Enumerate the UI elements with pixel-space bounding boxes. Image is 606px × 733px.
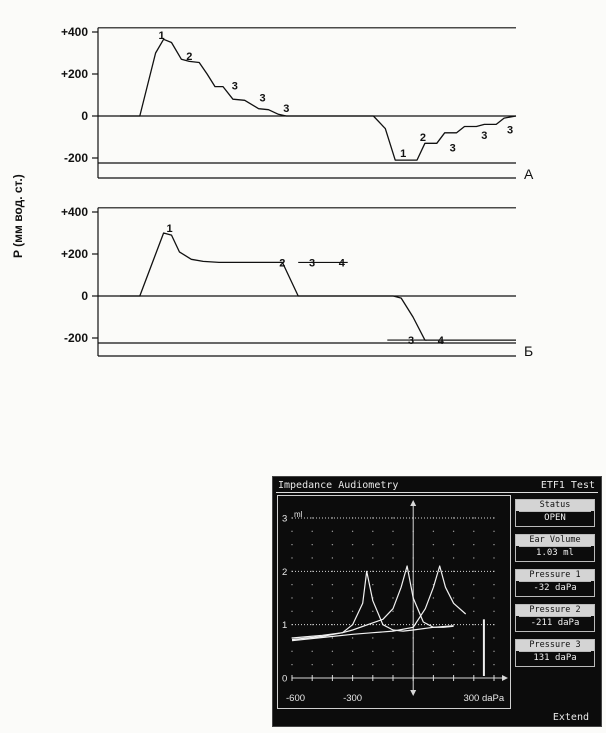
grid-dot xyxy=(332,637,333,638)
grid-dot xyxy=(291,651,292,652)
chart-a-point-label: 3 xyxy=(283,103,290,116)
tymp-y-tick-label: 0 xyxy=(282,673,288,685)
grid-dot xyxy=(312,544,313,545)
grid-dot xyxy=(312,557,313,558)
chart-b-tick-label: 0 xyxy=(81,289,88,303)
grid-dot xyxy=(473,517,474,518)
grid-dot xyxy=(352,651,353,652)
grid-dot xyxy=(291,544,292,545)
chart-a-letter: А xyxy=(524,166,534,182)
tymp-y-tick-label: 1 xyxy=(282,620,288,632)
grid-dot xyxy=(291,611,292,612)
chart-a-tick-label: 0 xyxy=(81,109,88,123)
grid-dot xyxy=(372,664,373,665)
grid-dot xyxy=(453,597,454,598)
status-box xyxy=(515,499,595,527)
grid-dot xyxy=(312,517,313,518)
ear-volume-box xyxy=(515,534,595,562)
pressure-1-value: -32 daPa xyxy=(519,581,591,594)
grid-dot xyxy=(332,531,333,532)
chart-b-tick-label: +200 xyxy=(60,247,88,261)
grid-dot xyxy=(291,531,292,532)
chart-a-point-label: 3 xyxy=(506,124,514,137)
grid-dot xyxy=(453,531,454,532)
grid-dot xyxy=(392,517,393,518)
grid-dot xyxy=(473,571,474,572)
grid-dot xyxy=(332,611,333,612)
tymp-x-tick-label: -300 xyxy=(343,693,363,704)
chart-b-tick-label: +400 xyxy=(60,205,88,219)
chart-b-point-label: 4 xyxy=(437,335,444,348)
y-axis-arrow xyxy=(410,500,416,506)
grid-dot xyxy=(291,597,292,598)
grid-dot xyxy=(453,651,454,652)
pressure-3-box xyxy=(515,639,595,667)
svg-text:P (мм вод. ст.) xyxy=(11,174,25,258)
grid-dot xyxy=(352,584,353,585)
grid-dot xyxy=(392,624,393,625)
grid-dot xyxy=(493,597,494,598)
grid-dot xyxy=(372,637,373,638)
pressure-2-label: Pressure 2 xyxy=(516,605,594,616)
grid-dot xyxy=(291,664,292,665)
grid-dot xyxy=(372,557,373,558)
chart-a-pressure-trace xyxy=(120,39,516,160)
grid-dot xyxy=(433,597,434,598)
ear-volume-value: 1.03 ml xyxy=(519,546,591,559)
grid-dot xyxy=(453,557,454,558)
chart-a-tick-label: -200 xyxy=(63,151,88,165)
chart-a-tick-label: +400 xyxy=(60,25,88,39)
grid-dot xyxy=(352,531,353,532)
chart-b-point-label: 4 xyxy=(338,257,345,270)
chart-b-point-label: 3 xyxy=(308,257,316,270)
grid-dot xyxy=(473,637,474,638)
grid-dot xyxy=(392,531,393,532)
grid-dot xyxy=(352,597,353,598)
grid-dot xyxy=(312,584,313,585)
device-test-name: ETF1 Test xyxy=(540,480,595,491)
grid-dot xyxy=(312,664,313,665)
status-label: Status xyxy=(516,500,594,511)
y-axis-label xyxy=(4,140,34,260)
grid-dot xyxy=(372,544,373,545)
grid-dot xyxy=(392,664,393,665)
grid-dot xyxy=(473,611,474,612)
grid-dot xyxy=(312,597,313,598)
grid-dot xyxy=(433,664,434,665)
grid-dot xyxy=(392,584,393,585)
grid-dot xyxy=(332,664,333,665)
device-divider xyxy=(276,492,598,493)
grid-dot xyxy=(312,624,313,625)
x-axis-arrow xyxy=(502,675,508,681)
y-axis-arrow-down xyxy=(410,690,416,696)
chart-b-point-label: 2 xyxy=(279,257,286,270)
grid-dot xyxy=(473,531,474,532)
grid-dot xyxy=(433,531,434,532)
tympanogram-svg xyxy=(278,496,510,708)
grid-dot xyxy=(312,531,313,532)
impedance-device-screen xyxy=(272,476,602,727)
grid-dot xyxy=(372,651,373,652)
grid-dot xyxy=(473,597,474,598)
grid-dot xyxy=(453,584,454,585)
tympanogram-plot xyxy=(277,495,511,709)
grid-dot xyxy=(312,571,313,572)
grid-dot xyxy=(493,531,494,532)
grid-dot xyxy=(392,557,393,558)
grid-dot xyxy=(473,584,474,585)
chart-a-point-label: 1 xyxy=(158,30,165,43)
pressure-3-value: 131 daPa xyxy=(519,651,591,664)
tymp-y-unit: ml xyxy=(294,510,303,519)
grid-dot xyxy=(392,597,393,598)
grid-dot xyxy=(493,611,494,612)
pressure-2-value: -211 daPa xyxy=(519,616,591,629)
tympanogram-curve-3 xyxy=(292,566,466,641)
grid-dot xyxy=(453,544,454,545)
y-axis-label-text: P (мм вод. ст.) xyxy=(11,174,25,258)
grid-dot xyxy=(352,557,353,558)
grid-dot xyxy=(433,651,434,652)
grid-dot xyxy=(312,611,313,612)
grid-dot xyxy=(352,611,353,612)
chart-b-tick-label: -200 xyxy=(63,331,88,345)
grid-dot xyxy=(433,544,434,545)
grid-dot xyxy=(473,557,474,558)
grid-dot xyxy=(433,637,434,638)
tymp-y-tick-label: 3 xyxy=(282,513,288,525)
tymp-x-tick-label: -600 xyxy=(286,693,306,704)
grid-dot xyxy=(392,637,393,638)
grid-dot xyxy=(493,651,494,652)
grid-dot xyxy=(372,584,373,585)
chart-a-point-label: 3 xyxy=(449,142,456,155)
chart-a xyxy=(61,25,516,178)
chart-a-tick-label: +200 xyxy=(60,67,88,81)
grid-dot xyxy=(352,664,353,665)
grid-dot xyxy=(473,664,474,665)
pressure-3-label: Pressure 3 xyxy=(516,640,594,651)
device-readouts xyxy=(515,499,595,674)
grid-dot xyxy=(332,584,333,585)
grid-dot xyxy=(493,637,494,638)
chart-b-pressure-trace xyxy=(120,233,516,340)
status-value: OPEN xyxy=(519,511,591,524)
chart-b-point-label: 1 xyxy=(166,222,173,235)
grid-dot xyxy=(372,531,373,532)
grid-dot xyxy=(493,664,494,665)
grid-dot xyxy=(453,637,454,638)
chart-a-point-label: 3 xyxy=(481,129,488,142)
grid-dot xyxy=(493,557,494,558)
chart-a-point-label: 3 xyxy=(231,80,238,93)
grid-dot xyxy=(433,557,434,558)
grid-dot xyxy=(352,637,353,638)
chart-b-point-label: 3 xyxy=(407,335,415,348)
grid-dot xyxy=(291,584,292,585)
grid-dot xyxy=(352,544,353,545)
grid-dot xyxy=(473,624,474,625)
grid-dot xyxy=(312,651,313,652)
chart-a-point-label: 2 xyxy=(186,51,193,64)
grid-dot xyxy=(392,611,393,612)
chart-a-point-label: 3 xyxy=(259,92,266,105)
grid-dot xyxy=(493,584,494,585)
extend-softkey[interactable]: Extend xyxy=(552,712,589,723)
grid-dot xyxy=(332,651,333,652)
grid-dot xyxy=(332,544,333,545)
tymp-x-tick-label: 300 daPa xyxy=(463,693,505,704)
grid-dot xyxy=(473,544,474,545)
chart-b xyxy=(61,205,516,356)
pressure-2-box xyxy=(515,604,595,632)
grid-dot xyxy=(493,544,494,545)
grid-dot xyxy=(332,597,333,598)
chart-b-letter: Б xyxy=(524,343,534,359)
grid-dot xyxy=(453,664,454,665)
grid-dot xyxy=(473,651,474,652)
grid-dot xyxy=(433,611,434,612)
grid-dot xyxy=(291,557,292,558)
tympanogram-curve-1 xyxy=(292,571,454,639)
grid-dot xyxy=(392,571,393,572)
tymp-y-tick-label: 2 xyxy=(282,566,288,578)
grid-dot xyxy=(392,651,393,652)
pressure-1-label: Pressure 1 xyxy=(516,570,594,581)
grid-dot xyxy=(372,611,373,612)
device-title: Impedance Audiometry xyxy=(278,480,399,491)
grid-dot xyxy=(392,544,393,545)
ear-volume-label: Ear Volume xyxy=(516,535,594,546)
chart-a-point-label: 1 xyxy=(400,147,407,160)
pressure-1-box xyxy=(515,569,595,597)
grid-dot xyxy=(453,611,454,612)
grid-dot xyxy=(332,557,333,558)
chart-a-point-label: 2 xyxy=(419,132,427,144)
